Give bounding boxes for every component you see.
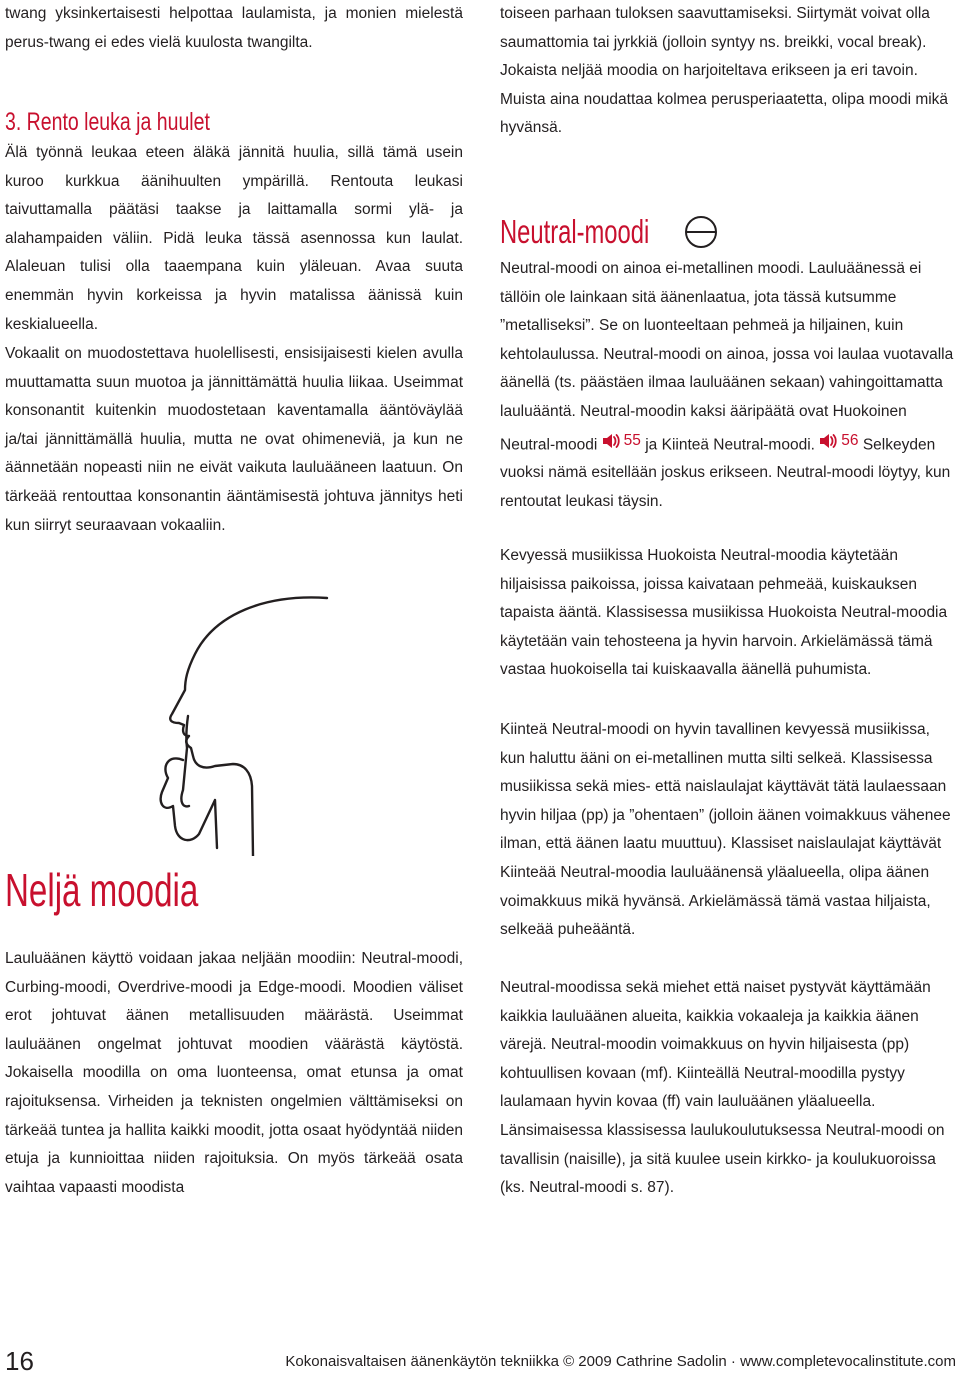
speaker-icon [602, 433, 620, 449]
neutral-paragraph-3: Kiinteä Neutral-moodi on hyvin tavallinen kevyessä musiikissa, kun haluttu ääni on ei-metallinen mutta silti selkeä. Klassisessa musiikissa sekä mies- että naislaulajat käyttävät tätä laulaessaan hyvin hiljaa (pp) ja ”ohentaen” (jolloin äänen voimakkuus vähenee ilman, että äänen laatu muuttuu). Klassiset naislaulajat käyttävät Kiinteää Neutral-moodia lauluäänensä yläalueella, olipa äänen voimakkuus mikä hyvänsä. Arkielämässä tämä vastaa hiljaista, selkeää puheääntä. [500, 721, 951, 939]
neutral-paragraph-4: Neutral-moodissa sekä miehet että naiset pystyvät käyttämään kaikkia lauluäänen alueita, kaikkia vokaaleja ja kaikkia äänen värejä. Neutral-moodin voimakkuus on hyvin hiljaisesta (pp) kohtuullisen kovaan (mf). Kiinteällä Neutral-moodilla pystyy laulamaan hyvin kovaa (ff) vain lauluäänen yläalueella. Länsimaisessa klassisessa laulukoulutuksessa Neutral-moodi on tavallisin (naisille), ja sitä kuulee usein kirkko- ja koulukuoroissa (ks. Neutral-moodi s. 87). [500, 979, 945, 1197]
page-footer [0, 1346, 960, 1374]
audio-track-56[interactable] [819, 427, 858, 456]
page-number: 16 [5, 1346, 34, 1376]
right-intro-paragraph: toiseen parhaan tuloksen saavuttamiseksi. Siirtymät voivat olla saumattomia tai jyrkkiä (jolloin syntyy ns. breikki, vocal break). Jokaista neljää moodia on harjoiteltava erikseen ja eri tavoin. Muista aina noudattaa kolmea perusperiaatetta, olipa moodi mikä hyvänsä. [500, 5, 949, 137]
footer-text: Kokonaisvaltaisen äänenkäytön tekniikka © 2009 Cathrine Sadolin · www.completevocalinstitute.com [285, 1353, 956, 1370]
neutral-heading-row [500, 214, 719, 250]
left-intro-paragraph: twang yksinkertaisesti helpottaa laulamista, ja monien mielestä perus-twang ei edes vielä kuulosta twangilta. [5, 5, 463, 51]
head-outline [170, 597, 327, 856]
neutral-mode-heading: Neutral-moodi [500, 213, 650, 250]
neutral-paragraph-1-part-a: Neutral-moodi on ainoa ei-metallinen moodi. Lauluäänessä ei tällöin ole lainkaan sitä äänenlaatua, jota tässä kutsumme ”metalliseksi”. Se on luonteeltaan pehmeä ja hiljainen, kuin kehtolaulussa. Neutral-moodi on ainoa, jossa voi laulaa vuotavalla äänellä (ts. päästäen ilmaa lauluäänen sekaan) vahingoittamatta lauluääntä. Neutral-moodin kaksi ääripäätä ovat Huokoinen Neutral-moodi [500, 260, 954, 453]
audio-track-55[interactable] [602, 427, 641, 456]
section-3-paragraph: Älä työnnä leukaa eteen äläkä jännitä huulia, sillä tämä usein kuroo kurkkua äänihuulten ympärillä. Rentouta leukasi taivuttamalla päätäsi taakse ja laittamalla sormi ylä- ja alahampaiden väliin. Pidä leuka tässä asennossa kun laulat. Alaleuan tulisi olla taaempana kuin yläleuan. Avaa suuta enemmän hyvin korkeissa ja hyvin matalissa äänissä kuin keskialueella. [5, 144, 463, 333]
neutral-paragraph-2: Kevyessä musiikissa Huokoista Neutral-moodia käytetään hiljaisissa paikoissa, joissa kaivataan pehmeää, kuiskauksen tapaista ääntä. Klassisessa musiikissa Huokoista Neutral-moodia käytetään vain tehosteena ja hyvin harvoin. Arkielämässä tämä vastaa huokoisella tai kuiskaavalla äänellä puhumista. [500, 547, 948, 679]
hand-outline [161, 758, 217, 848]
neutral-mode-icon [683, 214, 719, 250]
section-3-heading: 3. Rento leuka ja huulet [5, 108, 210, 136]
neutral-paragraph-1-part-c: Selkeyden vuoksi nämä esitellään joskus erikseen. Neutral-moodi löytyy, kun rentoutat leukasi täysin. [500, 435, 951, 511]
neutral-paragraph-1-part-b: ja Kiinteä Neutral-moodi. [645, 435, 815, 453]
vowels-paragraph: Vokaalit on muodostettava huolellisesti, ensisijaisesti kielen avulla muuttamatta suun muotoa ja jännittämättä huulia liikaa. Useimmat konsonantit kuitenkin muodostetaan kaventamalla ääntöväylää ja/tai jännittämällä huulia, mutta ne ovat ohimeneviä, ja kun ne äännetään nopeasti niin ne eivät vaikuta lauluääneen laatuun. On tärkeää rentouttaa konsonantin ääntämisestä johtuva jännitys heti kun siirryt seuraavaan vokaaliin. [5, 345, 463, 534]
relaxed-jaw-illustration [145, 594, 335, 856]
audio-track-number: 56 [841, 431, 859, 449]
four-modes-heading: Neljä moodia [5, 864, 199, 916]
four-modes-paragraph: Lauluäänen käyttö voidaan jakaa neljään moodiin: Neutral-moodi, Curbing-moodi, Overdrive-moodi ja Edge-moodi. Moodien väliset erot johtuvat äänen metallisuuden määrästä. Useimmat lauluäänen ongelmat johtuvat moodien väärästä käytöstä. Jokaisella moodilla on oma luonteensa, omat etunsa ja omat rajoituksensa. Virheiden ja teknisten ongelmien välttämiseksi on tärkeää tuntea ja hallita kaikki moodit, jotta osaat hyödyntää niiden etuja ja kunnioittaa niiden rajoituksia. On myös tärkeää osata vaihtaa vapaasti moodista [5, 950, 463, 1196]
audio-track-number: 55 [623, 431, 641, 449]
neutral-paragraph-1 [500, 255, 958, 517]
speaker-icon [819, 433, 837, 449]
